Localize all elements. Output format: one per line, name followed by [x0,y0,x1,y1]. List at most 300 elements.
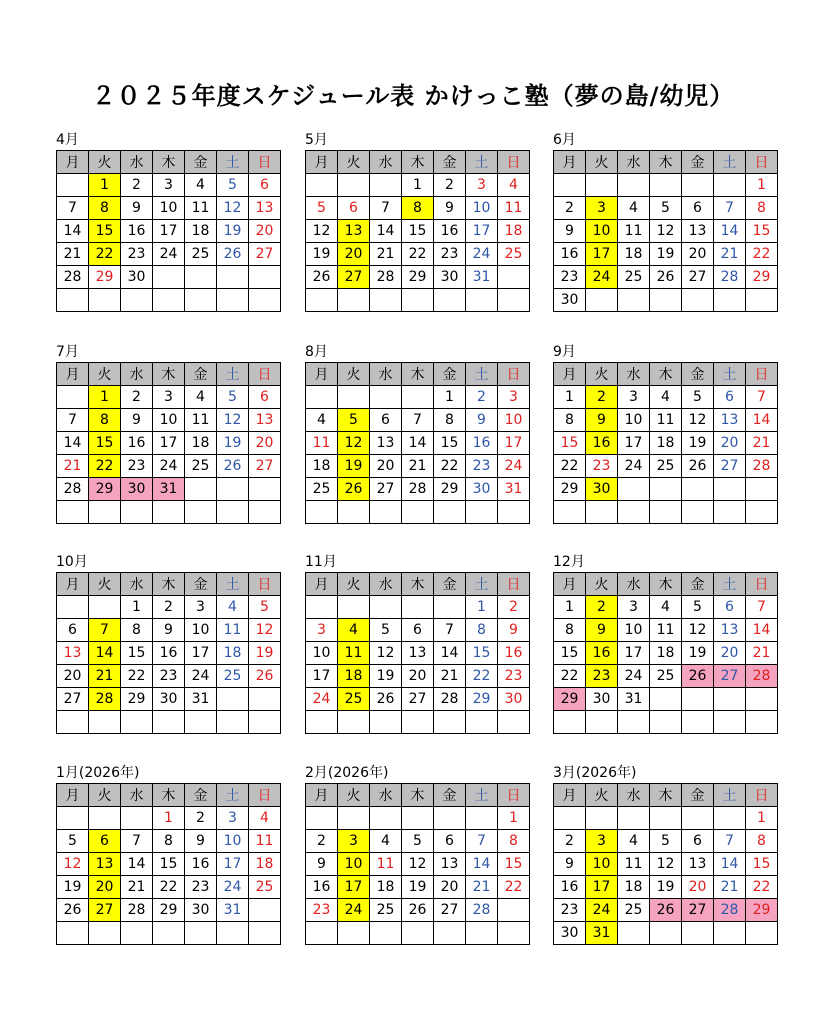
day-cell: 26 [650,899,682,922]
day-cell: 25 [650,455,682,478]
day-cell: 7 [466,830,498,853]
day-cell: 31 [498,478,530,501]
week-row [306,596,530,619]
month-calendar [305,764,526,945]
day-cell [249,266,281,289]
day-cell: 11 [185,409,217,432]
day-cell: 18 [306,455,338,478]
month-calendar [56,343,277,524]
day-cell: 27 [714,665,746,688]
day-cell: 13 [57,642,89,665]
day-cell: 27 [682,266,714,289]
week-row [306,386,530,409]
day-cell [554,807,586,830]
day-cell: 10 [153,197,185,220]
day-cell: 22 [554,665,586,688]
week-row [57,478,281,501]
day-cell [746,478,778,501]
day-cell: 26 [650,266,682,289]
day-cell: 6 [682,197,714,220]
week-row [57,455,281,478]
day-cell: 30 [121,478,153,501]
weekday-header: 火 [586,784,618,807]
weekday-header: 月 [57,573,89,596]
day-cell: 31 [466,266,498,289]
day-cell [746,289,778,312]
day-cell [338,174,370,197]
day-cell [466,922,498,945]
week-row [554,455,778,478]
day-cell: 30 [153,688,185,711]
day-cell: 1 [554,596,586,619]
day-cell [402,386,434,409]
day-cell: 13 [338,220,370,243]
day-cell: 1 [402,174,434,197]
weekday-header: 水 [370,151,402,174]
day-cell: 11 [306,432,338,455]
day-cell: 22 [89,243,121,266]
day-cell [650,289,682,312]
day-cell: 21 [57,455,89,478]
day-cell [370,922,402,945]
day-cell: 1 [434,386,466,409]
day-cell: 21 [402,455,434,478]
day-cell: 19 [249,642,281,665]
day-cell: 16 [185,853,217,876]
day-cell: 20 [682,243,714,266]
weekday-header: 火 [89,573,121,596]
day-cell [89,596,121,619]
day-cell: 13 [714,409,746,432]
day-cell: 2 [498,596,530,619]
weekday-header: 月 [306,784,338,807]
day-cell [586,289,618,312]
month-label: 11月 [305,554,337,570]
day-cell: 12 [370,642,402,665]
day-cell [618,711,650,734]
weekday-header: 水 [618,151,650,174]
day-cell: 30 [554,289,586,312]
day-cell: 1 [498,807,530,830]
day-cell: 3 [338,830,370,853]
week-row [306,455,530,478]
day-cell: 25 [306,478,338,501]
weekday-header: 月 [554,784,586,807]
day-cell: 15 [402,220,434,243]
day-cell: 20 [714,432,746,455]
day-cell: 26 [57,899,89,922]
weekday-header: 土 [714,363,746,386]
month-calendar [56,553,277,734]
day-cell: 11 [618,220,650,243]
day-cell: 15 [554,642,586,665]
day-cell: 30 [586,478,618,501]
day-cell [650,711,682,734]
day-cell [466,501,498,524]
weekday-header: 火 [89,151,121,174]
weekday-header: 木 [153,573,185,596]
day-cell: 16 [586,642,618,665]
day-cell: 8 [554,409,586,432]
day-cell [650,501,682,524]
day-cell: 23 [586,455,618,478]
day-cell: 19 [650,876,682,899]
day-cell: 9 [586,619,618,642]
day-cell: 26 [402,899,434,922]
weekday-header: 月 [306,573,338,596]
day-cell: 27 [434,899,466,922]
weekday-header-row [57,784,281,807]
day-cell [554,711,586,734]
day-cell [498,899,530,922]
weekday-header-row [57,363,281,386]
day-cell: 9 [153,619,185,642]
day-cell: 7 [434,619,466,642]
day-cell [306,386,338,409]
day-cell: 3 [586,197,618,220]
day-cell [57,711,89,734]
week-row [306,642,530,665]
day-cell: 1 [746,807,778,830]
day-cell: 1 [89,386,121,409]
day-cell [682,922,714,945]
day-cell: 23 [306,899,338,922]
day-cell: 14 [714,220,746,243]
day-cell: 2 [121,174,153,197]
day-cell: 27 [370,478,402,501]
month-calendar [553,131,774,312]
day-cell [402,501,434,524]
day-cell [370,289,402,312]
day-cell: 3 [306,619,338,642]
day-cell: 27 [714,455,746,478]
day-cell: 18 [249,853,281,876]
day-cell: 29 [89,266,121,289]
day-cell [618,501,650,524]
day-cell: 3 [586,830,618,853]
day-cell: 31 [217,899,249,922]
day-cell: 17 [185,642,217,665]
day-cell [217,478,249,501]
day-cell [746,922,778,945]
weekday-header: 金 [434,151,466,174]
week-row [554,899,778,922]
week-row [57,596,281,619]
day-cell: 8 [498,830,530,853]
day-cell: 7 [89,619,121,642]
day-cell [217,688,249,711]
day-cell [89,501,121,524]
week-row [306,266,530,289]
month-table [305,572,530,734]
week-row [57,197,281,220]
weekday-header: 木 [402,784,434,807]
day-cell [338,501,370,524]
day-cell: 4 [650,596,682,619]
day-cell: 28 [746,455,778,478]
weekday-header-row [57,573,281,596]
day-cell: 22 [466,665,498,688]
day-cell: 13 [682,853,714,876]
day-cell [586,711,618,734]
weekday-header: 土 [217,573,249,596]
day-cell: 21 [714,243,746,266]
day-cell: 17 [153,432,185,455]
day-cell: 14 [89,642,121,665]
weekday-header: 土 [714,784,746,807]
day-cell [434,501,466,524]
day-cell: 6 [249,174,281,197]
day-cell: 13 [370,432,402,455]
day-cell: 13 [249,409,281,432]
week-row [554,243,778,266]
day-cell: 21 [466,876,498,899]
month-table [56,572,281,734]
day-cell: 6 [434,830,466,853]
day-cell: 11 [249,830,281,853]
week-row [554,619,778,642]
day-cell: 12 [57,853,89,876]
weekday-header: 日 [249,784,281,807]
day-cell: 26 [217,455,249,478]
day-cell: 28 [714,266,746,289]
week-row [554,478,778,501]
week-row [57,619,281,642]
week-row [57,289,281,312]
week-row [554,665,778,688]
day-cell: 8 [746,197,778,220]
day-cell [306,807,338,830]
day-cell [249,478,281,501]
day-cell [370,501,402,524]
day-cell: 17 [586,876,618,899]
day-cell: 12 [249,619,281,642]
day-cell [370,174,402,197]
day-cell: 3 [153,174,185,197]
day-cell: 29 [402,266,434,289]
day-cell [338,386,370,409]
day-cell: 4 [185,174,217,197]
day-cell: 8 [89,197,121,220]
day-cell: 9 [554,220,586,243]
day-cell: 10 [185,619,217,642]
day-cell: 29 [746,899,778,922]
weekday-header: 土 [714,573,746,596]
day-cell [682,807,714,830]
day-cell [338,922,370,945]
day-cell [89,289,121,312]
month-table [56,362,281,524]
day-cell: 14 [434,642,466,665]
day-cell: 27 [57,688,89,711]
weekday-header: 火 [586,363,618,386]
day-cell: 16 [121,220,153,243]
weekday-header: 水 [121,151,153,174]
day-cell: 15 [746,220,778,243]
day-cell: 3 [498,386,530,409]
day-cell: 15 [434,432,466,455]
day-cell: 4 [618,197,650,220]
day-cell: 6 [714,596,746,619]
week-row [554,220,778,243]
day-cell: 19 [682,432,714,455]
day-cell [498,266,530,289]
weekday-header: 木 [650,573,682,596]
weekday-header-row [306,573,530,596]
day-cell: 17 [466,220,498,243]
day-cell [434,922,466,945]
day-cell [618,807,650,830]
day-cell [121,501,153,524]
weekday-header: 日 [746,151,778,174]
day-cell: 31 [153,478,185,501]
day-cell: 20 [89,876,121,899]
day-cell: 26 [370,688,402,711]
day-cell: 7 [370,197,402,220]
week-row [57,922,281,945]
day-cell: 26 [249,665,281,688]
day-cell: 10 [466,197,498,220]
day-cell: 24 [466,243,498,266]
day-cell: 20 [249,432,281,455]
day-cell: 8 [402,197,434,220]
day-cell [650,922,682,945]
weekday-header: 月 [554,573,586,596]
day-cell: 9 [306,853,338,876]
weekday-header: 日 [498,784,530,807]
day-cell: 17 [338,876,370,899]
week-row [306,665,530,688]
day-cell: 22 [121,665,153,688]
day-cell: 12 [650,220,682,243]
day-cell: 28 [121,899,153,922]
day-cell: 7 [746,596,778,619]
day-cell [217,922,249,945]
day-cell: 31 [185,688,217,711]
day-cell [249,688,281,711]
weekday-header: 土 [466,784,498,807]
day-cell: 18 [618,876,650,899]
day-cell [57,386,89,409]
day-cell: 29 [89,478,121,501]
week-row [57,899,281,922]
day-cell [217,501,249,524]
day-cell [153,711,185,734]
day-cell [466,711,498,734]
day-cell: 28 [89,688,121,711]
day-cell: 12 [338,432,370,455]
day-cell: 16 [434,220,466,243]
day-cell [402,922,434,945]
day-cell: 15 [466,642,498,665]
month-calendar [553,553,774,734]
day-cell: 29 [121,688,153,711]
weekday-header: 日 [746,363,778,386]
week-row [306,243,530,266]
weekday-header: 月 [554,151,586,174]
day-cell [370,386,402,409]
day-cell: 27 [682,899,714,922]
weekday-header: 火 [338,784,370,807]
day-cell: 30 [586,688,618,711]
weekday-header: 金 [434,363,466,386]
day-cell [57,596,89,619]
day-cell [153,289,185,312]
month-table [553,150,778,312]
day-cell [682,501,714,524]
weekday-header: 土 [466,151,498,174]
day-cell: 18 [217,642,249,665]
day-cell [89,807,121,830]
day-cell [554,174,586,197]
weekday-header: 日 [498,573,530,596]
day-cell: 25 [618,266,650,289]
day-cell: 11 [650,409,682,432]
month-label: 10月 [56,554,88,570]
day-cell [338,596,370,619]
day-cell [89,922,121,945]
weekday-header: 木 [650,363,682,386]
day-cell: 2 [434,174,466,197]
day-cell: 10 [618,619,650,642]
day-cell: 12 [306,220,338,243]
day-cell: 31 [618,688,650,711]
day-cell [682,478,714,501]
day-cell: 1 [121,596,153,619]
day-cell [682,688,714,711]
day-cell: 9 [121,409,153,432]
day-cell: 21 [746,642,778,665]
day-cell: 10 [153,409,185,432]
day-cell: 10 [217,830,249,853]
month-label: 2月(2026年) [305,765,389,781]
month-label: 6月 [553,132,576,148]
day-cell: 17 [306,665,338,688]
day-cell [121,807,153,830]
day-cell: 11 [618,853,650,876]
day-cell: 26 [338,478,370,501]
weekday-header: 金 [434,784,466,807]
week-row [306,174,530,197]
month-table [305,362,530,524]
day-cell: 19 [370,665,402,688]
weekday-header: 水 [618,784,650,807]
day-cell: 19 [402,876,434,899]
day-cell [121,711,153,734]
day-cell: 16 [554,876,586,899]
week-row [57,386,281,409]
day-cell [498,289,530,312]
day-cell: 1 [89,174,121,197]
day-cell: 18 [498,220,530,243]
week-row [306,478,530,501]
day-cell: 23 [434,243,466,266]
day-cell: 16 [554,243,586,266]
day-cell: 4 [650,386,682,409]
day-cell: 24 [498,455,530,478]
day-cell: 4 [498,174,530,197]
day-cell: 26 [306,266,338,289]
day-cell: 13 [249,197,281,220]
day-cell: 11 [338,642,370,665]
day-cell: 17 [618,432,650,455]
day-cell [306,174,338,197]
day-cell: 5 [57,830,89,853]
day-cell: 6 [89,830,121,853]
weekday-header: 水 [121,573,153,596]
day-cell [306,596,338,619]
day-cell [402,807,434,830]
